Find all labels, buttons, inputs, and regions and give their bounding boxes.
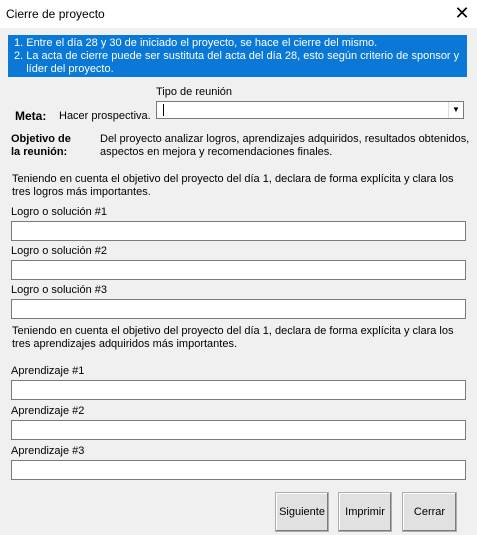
tipo-reunion-select[interactable] — [156, 101, 464, 119]
logros-intro-1: Teniendo en cuenta el objetivo del proyecto del día 1, declara de forma explícita y clara los — [12, 173, 454, 185]
objetivo-text-1: Del proyecto analizar logros, aprendizajes adquiridos, resultados obtenidos, — [100, 133, 470, 145]
info-line-1: 1. Entre el día 28 y 30 de iniciado el proyecto, se hace el cierre del mismo. — [14, 37, 378, 49]
objetivo-label-2: la reunión: — [11, 146, 68, 158]
dropdown-arrow-icon[interactable]: ▼ — [448, 102, 463, 118]
aprendizaje-3-label: Aprendizaje #3 — [11, 445, 85, 457]
objetivo-label-1: Objetivo de — [11, 133, 71, 145]
aprendizaje-2-label: Aprendizaje #2 — [11, 405, 85, 417]
aprendizajes-intro-1: Teniendo en cuenta el objetivo del proyecto del día 1, declara de forma explícita y clara los — [12, 325, 454, 337]
close-icon[interactable]: ✕ — [454, 3, 470, 23]
logro-2-field[interactable] — [11, 260, 466, 280]
aprendizaje-2-field[interactable] — [11, 420, 466, 440]
logro-1-label: Logro o solución #1 — [11, 206, 108, 218]
logros-intro-2: tres logros más importantes. — [12, 186, 151, 198]
window-title: Cierre de proyecto — [6, 7, 105, 21]
info-line-3: líder del proyecto. — [14, 63, 114, 75]
tipo-reunion-label: Tipo de reunión — [156, 86, 233, 98]
aprendizaje-1-label: Aprendizaje #1 — [11, 365, 85, 377]
meta-label: Meta: — [15, 109, 47, 123]
aprendizajes-intro-2: tres aprendizajes adquiridos más importantes. — [12, 338, 238, 350]
title-bar — [0, 0, 477, 28]
next-button[interactable]: Siguiente — [275, 492, 329, 532]
aprendizaje-3-field[interactable] — [11, 460, 466, 480]
logro-2-label: Logro o solución #2 — [11, 245, 108, 257]
meta-value: Hacer prospectiva. — [59, 110, 151, 122]
objetivo-text-2: aspectos en mejora y recomendaciones finales. — [100, 146, 333, 158]
logro-1-field[interactable] — [11, 221, 466, 241]
print-button[interactable]: Imprimir — [338, 492, 392, 532]
info-banner — [8, 35, 467, 77]
close-button[interactable]: Cerrar — [402, 492, 457, 532]
logro-3-label: Logro o solución #3 — [11, 284, 108, 296]
text-cursor — [163, 104, 164, 116]
logro-3-field[interactable] — [11, 299, 466, 319]
info-line-2: 2. La acta de cierre puede ser sustituta del acta del día 28, esto según criterio de sponsor y — [14, 50, 460, 62]
aprendizaje-1-field[interactable] — [11, 380, 466, 400]
